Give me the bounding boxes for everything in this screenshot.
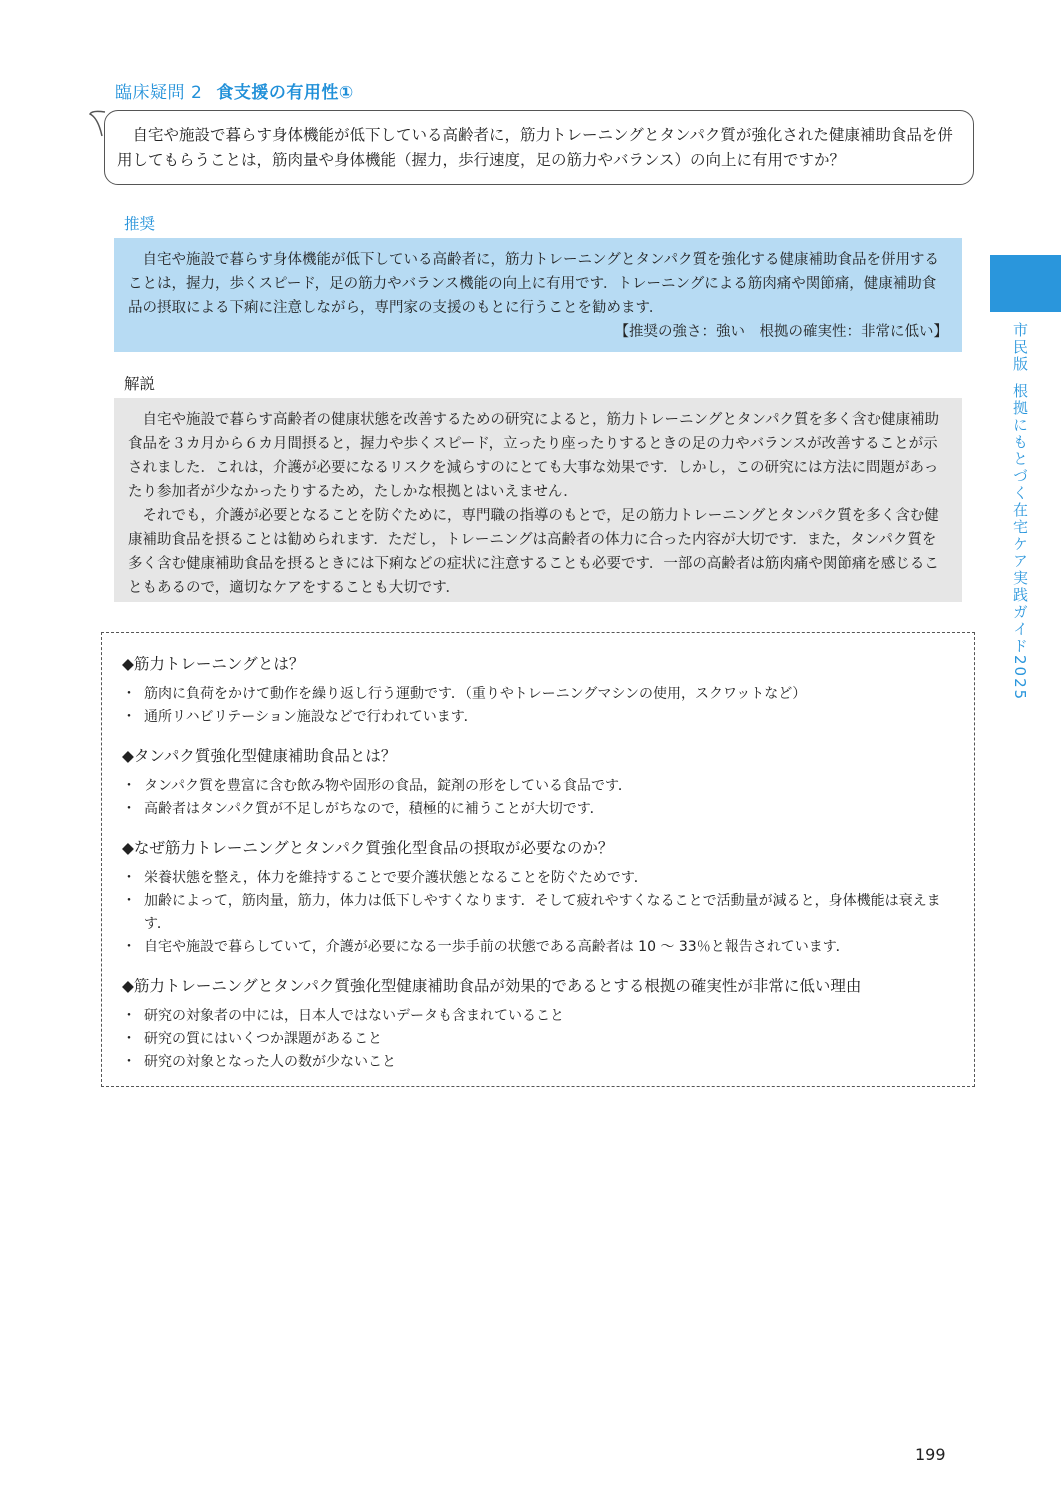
faq-item: ・ 通所リハビリテーション施設などで行われています． bbox=[122, 706, 960, 729]
recommendation-box bbox=[114, 238, 962, 352]
side-tab-text bbox=[1010, 322, 1031, 701]
recommendation-label: 推奨 bbox=[124, 215, 156, 233]
faq-title: ◆筋力トレーニングとは？ bbox=[122, 655, 305, 673]
faq-title: ◆筋力トレーニングとタンパク質強化型健康補助食品が効果的であるとする根拠の確実性が非常に低い理由 bbox=[122, 977, 862, 995]
faq-list bbox=[122, 1005, 960, 1074]
clinical-question-heading bbox=[115, 78, 354, 103]
question-text: 自宅や施設で暮らす身体機能が低下している高齢者に，筋力トレーニングとタンパク質が強化された健康補助食品を併用してもらうことは，筋肉量や身体機能（握力，歩行速度，足の筋力やバランス）の向上に有用ですか？ bbox=[117, 126, 953, 169]
recommendation-strength: 【推奨の強さ：強い 根拠の確実性：非常に低い】 bbox=[614, 324, 948, 340]
question-bubble bbox=[104, 110, 974, 185]
faq-list bbox=[122, 867, 960, 959]
faq-item: ・ 研究の対象者の中には，日本人ではないデータも含まれていること bbox=[122, 1005, 960, 1028]
heading-number: 2 bbox=[191, 83, 203, 103]
side-tab-line1: 市民版 bbox=[1011, 322, 1029, 373]
explanation-label: 解説 bbox=[124, 375, 156, 393]
faq-title: ◆タンパク質強化型健康補助食品とは？ bbox=[122, 747, 397, 765]
faq-item: ・ 研究の質にはいくつか課題があること bbox=[122, 1028, 960, 1051]
page-number: 199 bbox=[915, 1445, 946, 1464]
explanation-paragraph: それでも，介護が必要となることを防ぐために，専門職の指導のもとで，足の筋力トレーニングとタンパク質を多く含む健康補助食品を摂ることは勧められます．ただし，トレーニングは高齢者の体力に合った内容が大切です．また，タンパク質を多く含む健康補助食品を摂るときには下痢などの症状に注意することも必要です．一部の高齢者は筋肉痛や関節痛を感じることもあるので，適切なケアをすることも大切です． bbox=[128, 508, 939, 596]
faq-list bbox=[122, 775, 960, 821]
faq-item: ・ 筋肉に負荷をかけて動作を繰り返し行う運動です．（重りやトレーニングマシンの使用，スクワットなど） bbox=[122, 683, 960, 706]
faq-item: ・ 加齢によって，筋肉量，筋力，体力は低下しやすくなります．そして疲れやすくなることで活動量が減ると，身体機能は衰えます． bbox=[122, 890, 960, 936]
recommendation-text: 自宅や施設で暮らす身体機能が低下している高齢者に，筋力トレーニングとタンパク質を強化する健康補助食品を併用することは，握力，歩くスピード，足の筋力やバランス機能の向上に有用です．トレーニングによる筋肉痛や関節痛，健康補助食品の摂取による下痢に注意しながら，専門家の支援のもとに行うことを勧めます． bbox=[128, 252, 939, 316]
explanation-paragraph: 自宅や施設で暮らす高齢者の健康状態を改善するための研究によると，筋力トレーニングとタンパク質を多く含む健康補助食品を３カ月から６カ月間摂ると，握力や歩くスピード，立ったり座ったりするときの足の力やバランスが改善することが示されました．これは，介護が必要になるリスクを減らすのにとても大事な効果です．しかし，この研究には方法に問題があったり参加者が少なかったりするため，たしかな根拠とはいえません． bbox=[128, 412, 939, 500]
faq-box bbox=[101, 632, 975, 1087]
heading-prefix: 臨床疑問 bbox=[115, 83, 185, 103]
explanation-box bbox=[114, 398, 962, 602]
faq-item: ・ 研究の対象となった人の数が少ないこと bbox=[122, 1051, 960, 1074]
side-tab-line2: 根拠にもとづく在宅ケア実践ガイド2025 bbox=[1011, 383, 1029, 702]
heading-title: 食支援の有用性① bbox=[216, 83, 354, 103]
faq-item: ・ 自宅や施設で暮らしていて，介護が必要になる一歩手前の状態である高齢者は 10 〜 33％と報告されています． bbox=[122, 936, 960, 959]
faq-list bbox=[122, 683, 960, 729]
faq-title: ◆なぜ筋力トレーニングとタンパク質強化型食品の摂取が必要なのか？ bbox=[122, 839, 614, 857]
side-tab-marker bbox=[990, 255, 1061, 312]
faq-item: ・ 高齢者はタンパク質が不足しがちなので，積極的に補うことが大切です． bbox=[122, 798, 960, 821]
faq-item: ・ 栄養状態を整え，体力を維持することで要介護状態となることを防ぐためです． bbox=[122, 867, 960, 890]
faq-item: ・ タンパク質を豊富に含む飲み物や固形の食品，錠剤の形をしている食品です． bbox=[122, 775, 960, 798]
